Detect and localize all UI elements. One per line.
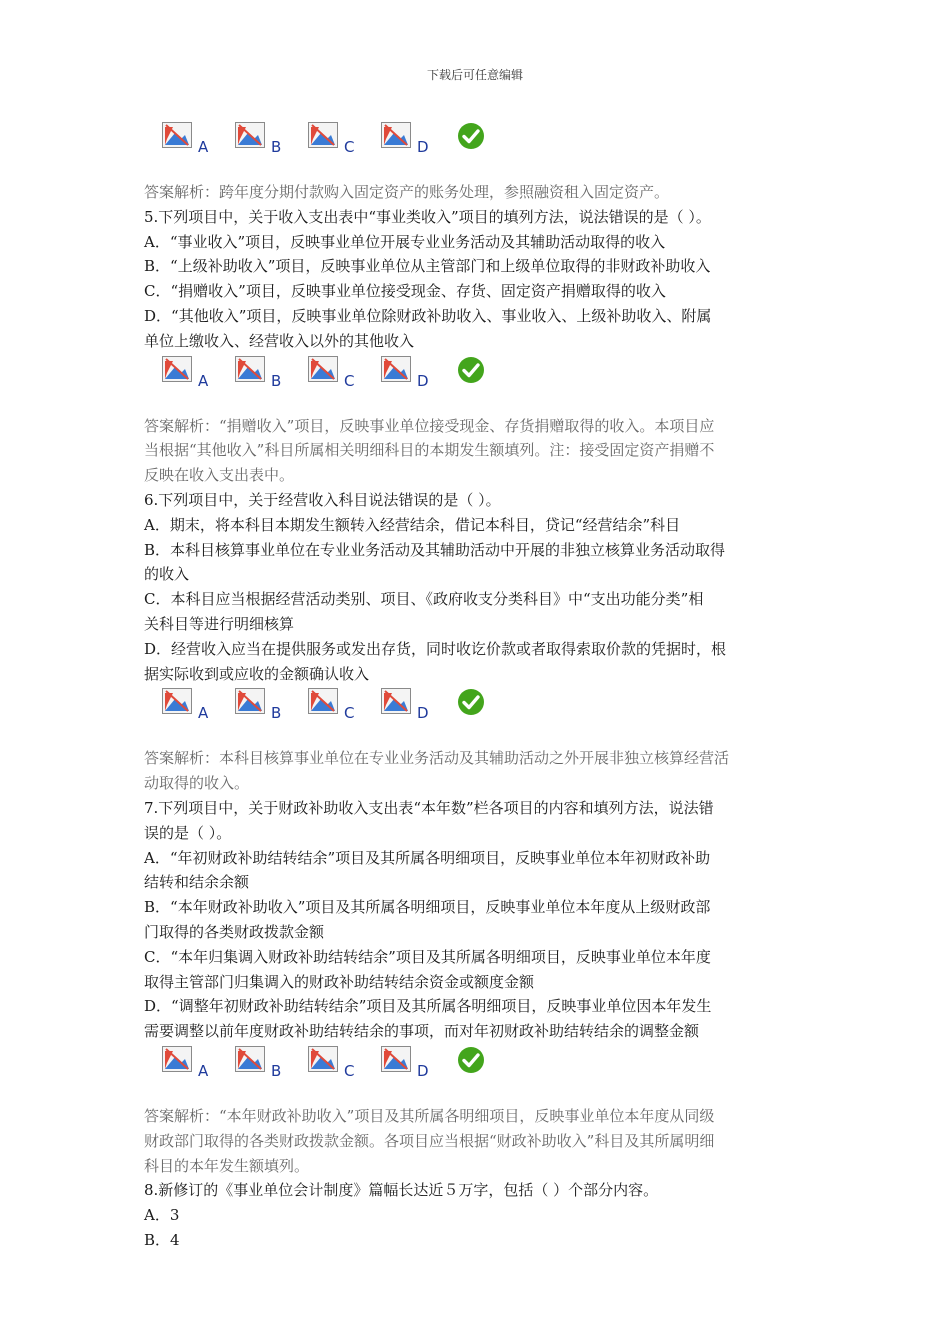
quiz-content: [144, 120, 804, 1253]
green-check-icon: [457, 688, 485, 716]
option-text: 需要调整以前年度财政补助结转结余的事项，而对年初财政补助结转结余的调整金额: [144, 1022, 700, 1041]
broken-image-icon: [162, 1046, 192, 1072]
option-text: A．期末，将本科目本期发生额转入经营结余，借记本科目，贷记“经营结余”科目: [144, 515, 681, 534]
option-text: D．“调整年初财政补助结转结余”项目及其所属各明细项目，反映事业单位因本年发生: [144, 997, 712, 1016]
option-text: C．本科目应当根据经营活动类别、项目、《政府收支分类科目》中“支出功能分类”相: [144, 590, 704, 609]
option-text: 单位上缴收入、经营收入以外的其他收入: [144, 331, 415, 350]
broken-image-icon: [308, 356, 338, 382]
option-text: C．“捐赠收入”项目，反映事业单位接受现金、存货、固定资产捐赠取得的收入: [144, 282, 666, 301]
option-letter: B: [271, 138, 282, 156]
option-letter: A: [198, 704, 209, 723]
broken-image-icon: [162, 688, 192, 714]
option-text: 门取得的各类财政拨款金额: [144, 922, 325, 941]
question-text: 误的是（ ）。: [144, 823, 232, 842]
option-text: A．3: [144, 1206, 180, 1225]
answer-explanation: 动取得的收入。: [144, 774, 250, 793]
answer-explanation: 当根据“其他收入”科目所属相关明细科目的本期发生额填列。注：接受固定资产捐赠不: [144, 441, 715, 460]
broken-image-icon: [381, 356, 411, 382]
option-text: A．“年初财政补助结转结余”项目及其所属各明细项目，反映事业单位本年初财政补助: [144, 848, 711, 867]
option-text: A．“事业收入”项目，反映事业单位开展专业业务活动及其辅助活动取得的收入: [144, 232, 666, 251]
broken-image-icon: [235, 1046, 265, 1072]
question-text: 6.下列项目中，关于经营收入科目说法错误的是（ ）。: [144, 490, 501, 509]
option-letter: A: [198, 138, 209, 156]
option-text: 据实际收到或应收的金额确认收入: [144, 664, 370, 683]
broken-image-icon: [235, 122, 265, 148]
option-text: B．4: [144, 1230, 180, 1249]
option-text: B．“本年财政补助收入”项目及其所属各明细项目，反映事业单位本年度从上级财政部: [144, 898, 711, 917]
broken-image-icon: [235, 688, 265, 714]
answer-option-row: [144, 686, 804, 742]
broken-image-icon: [308, 122, 338, 148]
broken-image-icon: [235, 356, 265, 382]
answer-explanation: 财政部门取得的各类财政拨款金额。各项目应当根据“财政补助收入”科目及其所属明细: [144, 1131, 715, 1150]
answer-explanation: 答案解析：跨年度分期付款购入固定资产的账务处理，参照融资租入固定资产。: [144, 183, 670, 201]
option-letter: B: [271, 1061, 282, 1080]
option-text: 关科目等进行明细核算: [144, 614, 295, 633]
answer-explanation: 答案解析：本科目核算事业单位在专业业务活动及其辅助活动之外开展非独立核算经营活: [144, 749, 730, 768]
option-text: 结转和结余余额: [144, 873, 250, 892]
broken-image-icon: [162, 356, 192, 382]
broken-image-icon: [381, 1046, 411, 1072]
answer-option-row: [144, 120, 804, 176]
page-header: 下载后可任意编辑: [426, 68, 523, 82]
option-text: B．本科目核算事业单位在专业业务活动及其辅助活动中开展的非独立核算业务活动取得: [144, 540, 726, 559]
option-letter: C: [344, 371, 355, 390]
option-letter: D: [417, 138, 429, 156]
option-letter: A: [198, 371, 209, 390]
option-letter: D: [417, 371, 429, 390]
answer-option-row: [144, 1044, 804, 1100]
option-letter: C: [344, 704, 355, 723]
option-text: D．经营收入应当在提供服务或发出存货，同时收讫价款或者取得索取价款的凭据时，根: [144, 639, 727, 658]
broken-image-icon: [381, 122, 411, 148]
question-text: 8.新修订的《事业单位会计制度》篇幅长达近５万字，包括（ ）个部分内容。: [144, 1181, 659, 1200]
answer-explanation: 答案解析：“本年财政补助收入”项目及其所属各明细项目，反映事业单位本年度从同级: [144, 1106, 715, 1125]
option-letter: B: [271, 371, 282, 390]
broken-image-icon: [308, 1046, 338, 1072]
green-check-icon: [457, 356, 485, 384]
question-text: 5.下列项目中，关于收入支出表中“事业类收入”项目的填列方法，说法错误的是（ ）。: [144, 207, 711, 226]
broken-image-icon: [162, 122, 192, 148]
question-text: 7.下列项目中，关于财政补助收入支出表“本年数”栏各项目的内容和填列方法，说法错: [144, 798, 714, 817]
green-check-icon: [457, 122, 485, 150]
answer-explanation: 科目的本年发生额填列。: [144, 1156, 310, 1175]
option-text: B．“上级补助收入”项目，反映事业单位从主管部门和上级单位取得的非财政补助收入: [144, 257, 711, 276]
answer-explanation: 答案解析：“捐赠收入”项目，反映事业单位接受现金、存货捐赠取得的收入。本项目应: [144, 416, 715, 435]
option-letter: A: [198, 1061, 209, 1080]
answer-explanation: 反映在收入支出表中。: [144, 466, 295, 485]
broken-image-icon: [381, 688, 411, 714]
option-letter: D: [417, 1061, 429, 1080]
option-letter: B: [271, 704, 282, 723]
option-text: 取得主管部门归集调入的财政补助结转结余资金或额度金额: [144, 972, 535, 991]
option-letter: D: [417, 704, 429, 723]
green-check-icon: [457, 1046, 485, 1074]
answer-option-row: [144, 354, 804, 410]
option-letter: C: [344, 138, 355, 156]
option-text: C．“本年归集调入财政补助结转结余”项目及其所属各明细项目，反映事业单位本年度: [144, 947, 711, 966]
option-letter: C: [344, 1061, 355, 1080]
option-text: D．“其他收入”项目，反映事业单位除财政补助收入、事业收入、上级补助收入、附属: [144, 306, 712, 325]
option-text: 的收入: [144, 565, 190, 584]
broken-image-icon: [308, 688, 338, 714]
